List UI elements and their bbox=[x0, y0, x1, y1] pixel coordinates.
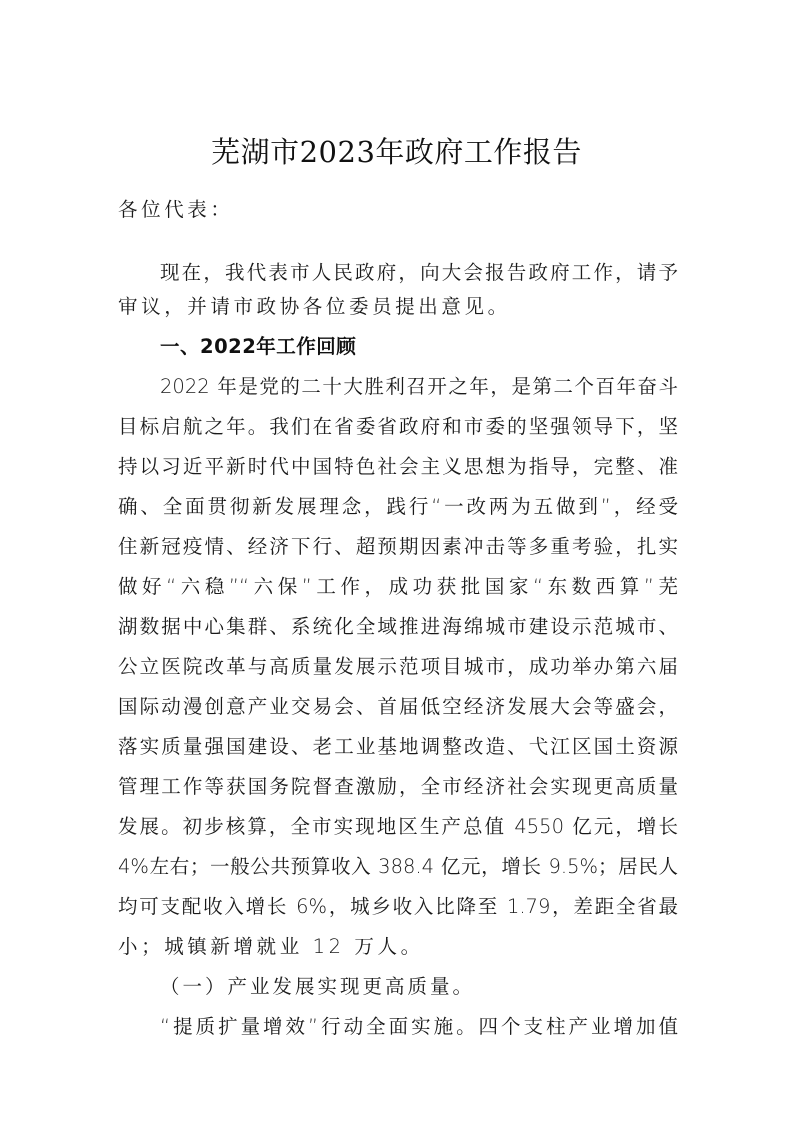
review-line-2: 目标启航之年。我们在省委省政府和市委的坚强领导下，坚 bbox=[118, 415, 678, 438]
review-line-9: 国际动漫创意产业交易会、首届低空经济发展大会等盛会， bbox=[118, 695, 678, 718]
review-line-10: 落实质量强国建设、老工业基地调整改造、弋江区国土资源 bbox=[118, 735, 678, 758]
review-line-11: 管理工作等获国务院督查激励，全市经济社会实现更高质量 bbox=[118, 775, 678, 798]
review-line-15: 小；城镇新增就业 12 万人。 bbox=[118, 935, 424, 958]
review-line-14: 均可支配收入增长 6%，城乡收入比降至 1.79，差距全省最 bbox=[118, 895, 678, 918]
review-line-13: 4%左右；一般公共预算收入 388.4 亿元，增长 9.5%；居民人 bbox=[118, 855, 678, 878]
review-line-1: 2022 年是党的二十大胜利召开之年，是第二个百年奋斗 bbox=[160, 375, 678, 398]
review-line-6: 做好“六稳”“六保”工作，成功获批国家“东数西算”芜 bbox=[118, 575, 678, 598]
review-line-3: 持以习近平新时代中国特色社会主义思想为指导，完整、准 bbox=[118, 455, 678, 478]
subsection-line-1: “提质扩量增效”行动全面实施。四个支柱产业增加值 bbox=[160, 1015, 678, 1038]
subsection-heading-industry: （一）产业发展实现更高质量。 bbox=[160, 975, 476, 998]
review-line-12: 发展。初步核算，全市实现地区生产总值 4550 亿元，增长 bbox=[118, 815, 678, 838]
review-line-4: 确、全面贯彻新发展理念，践行“一改两为五做到”，经受 bbox=[118, 495, 678, 518]
section-heading-work-review: 一、2022年工作回顾 bbox=[160, 335, 357, 358]
review-line-8: 公立医院改革与高质量发展示范项目城市，成功举办第六届 bbox=[118, 655, 678, 678]
salutation: 各位代表： bbox=[118, 198, 234, 221]
review-line-7: 湖数据中心集群、系统化全域推进海绵城市建设示范城市、 bbox=[118, 615, 678, 638]
intro-line-1: 现在，我代表市人民政府，向大会报告政府工作，请予 bbox=[160, 261, 678, 284]
document-title: 芜湖市2023年政府工作报告 bbox=[211, 135, 582, 169]
review-line-5: 住新冠疫情、经济下行、超预期因素冲击等多重考验，扎实 bbox=[118, 535, 678, 558]
intro-line-2: 审议，并请市政协各位委员提出意见。 bbox=[118, 295, 511, 318]
